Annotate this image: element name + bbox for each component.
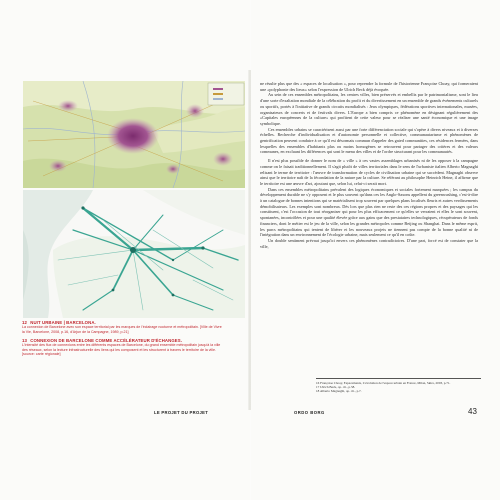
caption-13 [22,338,222,357]
caption-title: CONNEXION DE BARCELONE COMME ACCÉLÉRATEUR D'ÉCHANGES. [30,338,182,344]
caption-number: 13 [22,338,27,344]
caption-number: 12 [22,320,27,325]
caption-title: NUIT URBAINE | BARCELONA. [30,320,96,325]
right-page [251,0,500,500]
caption-12 [22,320,222,334]
night-lights-map [23,81,245,188]
running-footer-left: LE PROJET DU PROJET [154,410,209,415]
page-number: 43 [468,407,477,416]
connections-map [23,190,245,318]
night-lights-map-image [23,81,245,188]
footnote: 16 Françoise Choay, Espacements, L'évolution de l'espace urbain en France, Milan, Skira, 2003, p.71. [316,381,451,385]
paragraph: Un double sentiment prévaut jusqu'ici envers ces phénomènes contradictoires. D'une part, forcé est de constater que la ville, [260,237,478,249]
footnote: 17 Ulrich Beck, op. cit., p.58. [316,385,356,390]
paragraph: ne résulte plus que des « espaces de localisation », pour reprendre la formule de l'historienne Françoise Choay, qui formeraient une «polyphonie des lieux» selon l'expression de Ulrich Beck déjà évoquée. [260,81,478,92]
caption-body: L'intensité des flux de connexions entre les différents espaces de Barcelone, du grand ensemble métropolitain jusqu'à la ville des réseaux, selon la lecture infrastructurelle des liens qui les composent et les structurent à travers le territoire de la ville. [source: carte régionale] [22,343,221,357]
footnote: 18 Alberto Magnaghi, op. cit., p.7. [316,389,362,394]
paragraph: Il n'est plus possible de donner le nom de « ville » à ces vastes assemblages urbanisés ni de les opposer à la campagne comme on le faisait traditionnellement. Il s'agit plutôt de villes territoriales dans le sens de l'urbaniste italien Alberto Magnaghi relisant le terme de territoire : l'œuvre de transformation de cycles de civilisation urbaine qui se succèdent. Magnaghi observe ainsi que le territoire naît de la fécondation de la nature par la culture. Se référant au philosophe Heinrich Heine, il affirme que le territoire est une œuvre d'art, ajoutant que, selon lui, celui-ci serait mort. [260,158,478,186]
caption-body: La connexion de Barcelone avec son espace territorial par les marques de l'éclairage nocturne et métropolitain. [Ville de Vivre la Vie, Barcelone, 2008, p.16, d'Arjun de la Campagne, 1989, p.21] [22,325,222,334]
paragraph: Ces ensembles urbains se caractérisent aussi par une forte différenciation sociale qui s'opère à divers niveaux et à diverses échelles. Recherche d'individualisation et d'autonomie personnelle et collective, communautarisme et phénomènes de gentrification peuvent conduire à ce qu'il est désormais commun d'appeler des gated communities, ces résidences fermées, dans lesquelles des ensembles d'habitants plus ou moins homogènes se retrouvent pour partager des critères et des valeurs communes, en excluant les différences qui sont le menu des villes et de l'ordre structurant pour les communautés. [260,126,478,155]
paragraph: Au sein de ces ensembles métropolitains, les centres villes, bien préservés et embellis par le patrimonialisme, sont le lieu d'une sorte d'exaltation mondiale de la célébration du profit et du divertissement en un ensemble de grands événements culturels ou sportifs, portés à l'initiative de grands circuits mondialisés : Jeux olympiques, fédérations sportives internationales, musées, organisateurs de concerts et de festivals divers. L'Europe a bien compris ce phénomène en désignant régulièrement des «Capitales européennes de la culture» qui profitent de cette valeur pour se réaliser une santé économique et une image symbolique. [260,92,478,126]
running-footer-right: ORDO BORG [294,410,325,415]
body-text [260,81,478,249]
figure-captions [22,320,222,361]
footnotes [316,378,481,394]
paragraph: Dans ces ensembles métropolitains prévalent des logiques économiques et sociales fortement marquées ; les campus du développement durable ne s'y opposent et le plus souvent qu'dans ces les Anglo-Saxons appellent du greenwashing, c'est-à-dire à un catalogue de bonnes intentions qui se matérialisent trop souvent par quelques plans localisés fleuris et autres verdissements démobilisateurs. Les exemples sont nombreux. Dès lors que plus rien ne reste des ces régions propres et des paysages qui les constituent, c'est l'occasion de tout réorganiser qui pour les plus efficacement ce qu'elles se verraient et elles le sont souvent, spontanées, incontrôlées et pour une qualité élevée grâce aux gains que des prestataires technologiques, récupérateurs de fonds financiers, dont le métier est le jeu de la ville, selon les grandes métropoles comme Beijing ou Shanghai. Dans le même esprit, les parcs métropolitains qui tentent de libérer et les nouveaux projets ne tiennent pas compte de la bonne qualité ni de l'intégration dans un environnement de l'écologie urbaine, mais seulement ce qu'il en coûte. [260,186,478,238]
connections-map-image [23,190,245,318]
